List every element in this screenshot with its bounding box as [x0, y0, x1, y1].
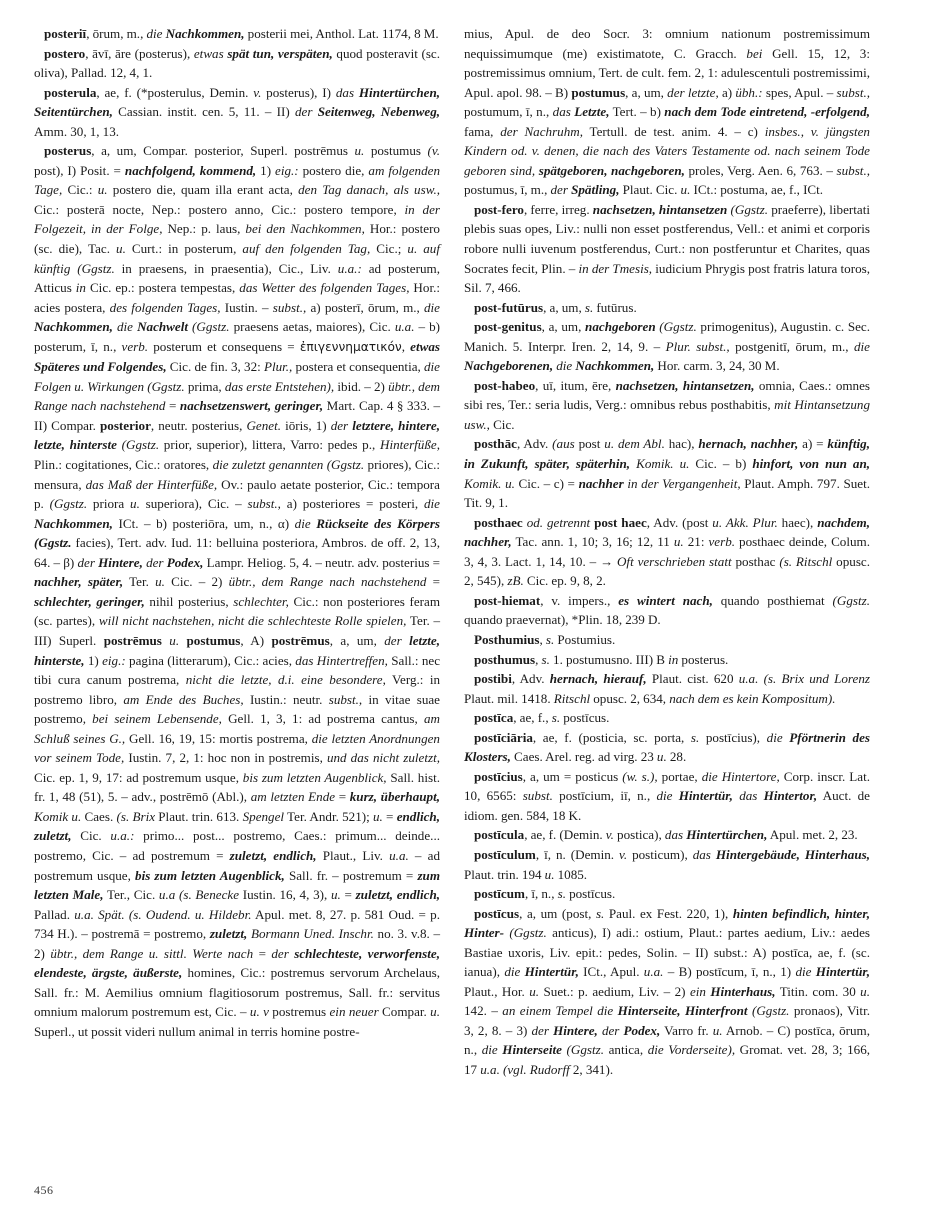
dictionary-entry: postīcius, a, um = posticus (w. s.), portae, die Hintertore, Corp. inscr. Lat. 10, 6565: subst. postīcium, iī, n., die Hintertür, das Hintertor, Auct. de idiom. gen. 584, 18 K. — [464, 768, 870, 823]
dictionary-entry: post-genitus, a, um, nachgeboren (Ggstz. primogenitus), Augustin. c. Sec. Manich. 5. Interpr. Iren. 2, 14, 9. – Plur. subst., postgenitī, ōrum, m., die Nachgeborenen, die Nachkommen, Hor. carm. 3, 24, 30 M. — [464, 319, 871, 374]
dictionary-entry: posterus, a, um, Compar. posterior, Superl. postrēmus u. postumus (v. post), I) Posit. = nachfolgend, kommend, 1) eig.: postero die, am folgenden Tage, Cic.: u. postero die, quam illa erant acta, den Tag danach, als usw., Cic.: posterā nocte, Nep.: postero anno, Cic.: postero tempore, in der Folgezeit, in der Folge, Nep.: p. laus, bei den Nachkommen, Hor.: postero (sc. die), Tac. u. Curt.: in posterum, auf den folgenden Tag, Cic.; u. auf künftig (Ggstz. in praesens, in praesentia), Cic., Liv. u.a.: ad posterum, Atticus in Cic. ep.: postera tempestas, das Wetter des folgenden Tages, Hor.: acies postera, des folgenden Tages, Iustin. – subst., a) posterī, ōrum, m., die Nachkommen, die Nachwelt (Ggstz. praesens aetas, maiores), Cic. u.a. – b) posterum, ī, n., verb. posterum et consequens = ἐπιγεννηματικόν, etwas Späteres und Folgendes, Cic. de fin. 3, 32: Plur., postera et consequentia, die Folgen u. Wirkungen (Ggstz. prima, das erste Entstehen), ibid. – 2) übtr., dem Range nach nachstehend = nachsetzenswert, geringer, Mart. Cap. 4 § 333. – II) Compar. posterior, neutr. posterius, Genet. iōris, 1) der letztere, hintere, letzte, hinterste (Ggstz. prior, superior), littera, Varro: pedes p., Hinterfüße, Plin.: cogitationes, Cic.: oratores, die zuletzt genannten (Ggstz. priores), Cic.: mensura, das Maß der Hinterfüße, Ov.: paulo aetate posterior, Cic.: tempora p. (Ggstz. priora u. superiora), Cic. – subst., a) posteriores = posteri, die Nachkommen, ICt. – b) posteriōra, um, n., α) die Rückseite des Körpers (Ggstz. facies), Tert. adv. Iud. 11: belluina posteriora, Ambros. de off. 2, 13, 64. – β) der Hintere, der Podex, Lampr. Heliog. 5, 4. – neutr. adv. posterius = nachher, später, Ter. u. Cic. – 2) übtr., dem Range nach nachstehend = schlechter, geringer, nihil posterius, schlechter, Cic.: non posteriores feram (sc. partes), will nicht nachstehen, nicht die schlechteste Rolle spielen, Ter. – III) Superl. postrēmus u. postumus, A) postrēmus, a, um, der letzte, hinterste, 1) eig.: pagina (litterarum), Cic.: acies, das Hintertreffen, Sall.: nec tibi cura canum postrema, nicht die letzte, d.i. eine besondere, Verg.: in postremo libro, am Ende des Buches, Iustin.: neutr. subst., in vitae suae postremo, bei seinem Lebensende, Gell. 1, 3, 1: ad postrema cantus, am Schluß seines G., Gell. 16, 19, 15: mortis postrema, die letzten Anordnungen vor seinem Tode, Iustin. 7, 2, 1: hoc non in postremis, und das nicht zuletzt, Cic. ep. 1, 9, 17: ad postremum usque, bis zum letzten Augenblick, Sall. hist. fr. 1, 48 (51), 5. – adv., postrēmō (Abl.), am letzten Ende = kurz, überhaupt, Komik u. Caes. (s. Brix Plaut. trin. 613. Spengel Ter. Andr. 521); u. = endlich, zuletzt, Cic. u.a.: primo... post... postremo, Caes.: primum... deinde... postremo, Cic. – ad postremum = zuletzt, endlich, Plaut., Liv. u.a. – ad postremum usque, bis zum letzten Augenblick, Sall. fr. – postremum = zum letzten Male, Ter., Cic. u.a (s. Benecke Iustin. 16, 4, 3), u. = zuletzt, endlich, Pallad. u.a. Spät. (s. Oudend. u. Hildebr. Apul. met. 8, 27. p. 581 Oud. = p. 734 H.). – postremā = postremo, zuletzt, Bormann Uned. Inschr. no. 3. v.8. – 2) übtr., dem Range u. sittl. Werte nach = der schlechteste, verworfenste, elendeste, ärgste, äußerste, homines, Cic.: postremus servorum Archelaus, Sall. fr.: M. Aemilius omnium flagitiosorum postremus, Sall. fr.: servitus omnium malorum postremum est, Cic. – u. v postremus ein neuer Compar. u. Superl., ut possit videri nullum animal in terris homine postre- — [34, 143, 441, 1039]
dictionary-entry: postīcula, ae, f. (Demin. v. postica), das Hintertürchen, Apul. met. 2, 23. — [474, 827, 858, 843]
dictionary-entry: postīculum, ī, n. (Demin. v. posticum), das Hintergebäude, Hinterhaus, Plaut. trin. 194 u. 1085. — [464, 846, 870, 882]
dictionary-entry: mius, Apul. de deo Socr. 3: omnium nationum postremissimum nequissimumque (me) existimatote, C. Gracch. bei Gell. 15, 12, 3: postremissimus omnium, Tert. de cult. fem. 2, 1: adulescentuli postremissimi, Apul. apol. 98. – B) postumus, a, um, der letzte, a) übh.: spes, Apul. – subst., postumum, ī, n., das Letzte, Tert. – b) nach dem Tode eintretend, -erfolgend, fama, der Nachruhm, Tertull. de test. anim. 4. – c) insbes., v. jüngsten Kindern od. v. denen, die nach des Vaters Testamente od. nach seinem Tode geboren sind, spätgeboren, nachgeboren, proles, Verg. Aen. 6, 763. – subst., postumus, ī, m., der Spätling, Plaut. Cic. u. ICt.: postuma, ae, f., ICt. — [464, 26, 871, 198]
dictionary-entry: posterula, ae, f. (*posterulus, Demin. v. posterus), I) das Hintertürchen, Seitentürchen, Cassian. instit. cen. 5, 11. – II) der Seitenweg, Nebenweg, Amm. 30, 1, 13. — [34, 84, 441, 139]
dictionary-entry: post-fero, ferre, irreg. nachsetzen, hintansetzen (Ggstz. praeferre), libertati plebis suas opes, Liv.: nulli non esset postferendus, Vell.: et animi et corporis robore nulli iuvenum postferendus, Curt.: non postferuntur et Charites, quas Socrates fecit, Plin. – in der Tmesis, iudicium Phrygis post fratris latura toros, Sil. 7, 466. — [464, 201, 870, 296]
dictionary-entry: post-futūrus, a, um, s. futūrus. — [474, 299, 637, 315]
right-text-column — [464, 24, 870, 1080]
left-text-column — [34, 24, 440, 1041]
page-columns — [34, 24, 901, 1152]
dictionary-entry: postīcum, ī, n., s. postīcus. — [474, 886, 616, 902]
dictionary-entry: posthumus, s. 1. postumusno. III) B in posterus. — [474, 651, 729, 667]
dictionary-entry: postīciāria, ae, f. (posticia, sc. porta, s. postīcius), die Pförtnerin des Klosters, Caes. Arel. reg. ad virg. 23 u. 28. — [464, 729, 870, 765]
dictionary-entry: postīcus, a, um (post, s. Paul. ex Fest. 220, 1), hinten befindlich, hinter, Hinter- (Ggstz. anticus), I) adi.: ostium, Plaut.: partes aedium, Liv.: aedes Bastiae uxoris, Liv. epit.: pedes, Solin. – II) subst.: A) postīca, ae, f. (sc. ianua), die Hintertür, ICt., Apul. u.a. – B) postīcum, ī, n., 1) die Hintertür, Plaut., Hor. u. Suet.: p. aedium, Liv. – 2) ein Hinterhaus, Titin. com. 30 u. 142. – an einem Tempel die Hinterseite, Hinterfront (Ggstz. pronaos), Vitr. 3, 2, 8. – 3) der Hintere, der Podex, Varro fr. u. Arnob. – C) postīca, ōrum, n., die Hinterseite (Ggstz. antica, die Vorderseite), Gromat. vet. 28, 3; 166, 17 u.a. (vgl. Rudorff 2, 341). — [464, 905, 871, 1077]
dictionary-entry: postīca, ae, f., s. postīcus. — [474, 710, 610, 726]
dictionary-entry: postibi, Adv. hernach, hierauf, Plaut. cist. 620 u.a. (s. Brix und Lorenz Plaut. mil. 1418. Ritschl opusc. 2, 634, nach dem es kein Kompositum). — [464, 671, 870, 706]
dictionary-entry: post-habeo, uī, itum, ēre, nachsetzen, hintansetzen, omnia, Caes.: omnes sibi res, Ter.: seria ludis, Verg.: omnibus rebus posthabitis, mit Hintansetzung usw., Cic. — [464, 377, 871, 432]
dictionary-entry: Posthumius, s. Postumius. — [474, 631, 616, 647]
dictionary-entry: postero, āvī, āre (posterus), etwas spät tun, verspäten, quod posteravit (sc. oliva), Pallad. 12, 4, 1. — [34, 45, 441, 81]
dictionary-entry: posteriī, ōrum, m., die Nachkommen, posterii mei, Anthol. Lat. 1174, 8 M. — [44, 26, 439, 41]
page-number: 456 — [34, 1183, 54, 1197]
dictionary-entry: posthaec od. getrennt post haec, Adv. (post u. Akk. Plur. haec), nachdem, nachher, Tac. ann. 1, 10; 3, 16; 12, 11 u. 21: verb. posthaec deinde, Colum. 3, 4, 3. Lact. 1, 14, 10. – → Oft verschrieben statt posthac (s. Ritschl opusc. 2, 545), zB. Cic. ep. 9, 8, 2. — [464, 514, 871, 589]
dictionary-entry: post-hiemat, v. impers., es wintert nach, quando posthiemat (Ggstz. quando praevernat), *Plin. 18, 239 D. — [464, 592, 870, 628]
dictionary-entry: posthāc, Adv. (aus post u. dem Abl. hac), hernach, nachher, a) = künftig, in Zukunft, später, späterhin, Komik. u. Cic. – b) hinfort, von nun an, Komik. u. Cic. – c) = nachher in der Vergangenheit, Plaut. Amph. 797. Suet. Tit. 9, 1. — [464, 436, 871, 511]
